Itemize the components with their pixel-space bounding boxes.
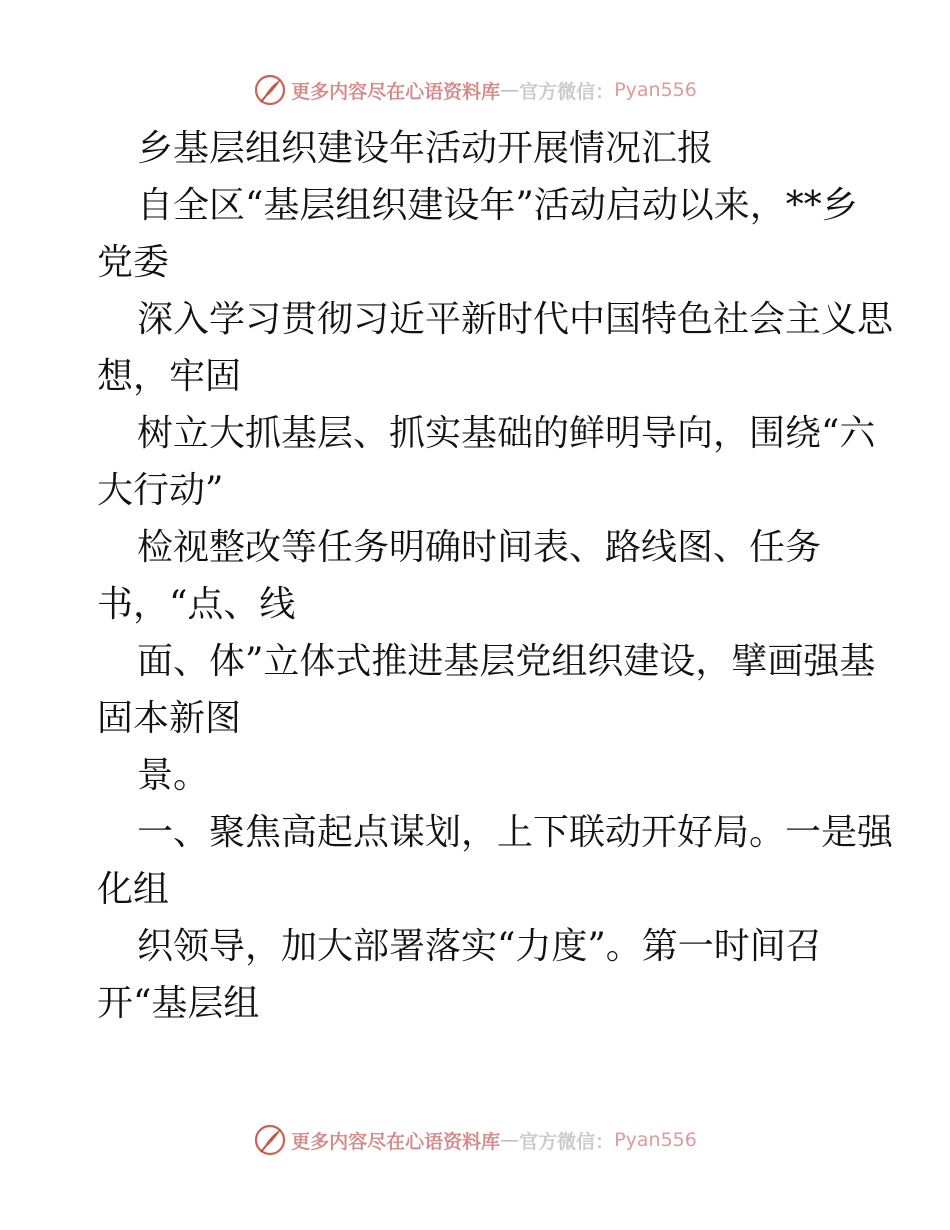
watermark-wechat-id: Pyan556 xyxy=(614,1129,697,1151)
watermark-brand-text: 更多内容尽在心语资料库 xyxy=(291,1130,501,1153)
watermark-brand-text: 更多内容尽在心语资料库 xyxy=(291,80,501,103)
text-line: 想，牢固 xyxy=(97,356,242,397)
watermark-dash: — xyxy=(500,79,520,101)
watermark-label: 官方微信： xyxy=(519,1130,615,1153)
text-line: 树立大抓基层、抓实基础的鲜明导向，围绕“六 xyxy=(137,413,876,454)
watermark-dash: — xyxy=(500,1129,520,1151)
text-line: 党委 xyxy=(97,242,170,283)
quill-logo-icon xyxy=(253,1123,287,1157)
watermark-header xyxy=(0,70,950,110)
text-line: 一、聚焦高起点谋划，上下联动开好局。一是强 xyxy=(137,812,894,853)
text-line: 自全区“基层组织建设年”活动启动以来，**乡 xyxy=(137,185,858,226)
quill-logo-icon xyxy=(253,73,287,107)
text-line: 固本新图 xyxy=(97,698,242,739)
text-line: 深入学习贯彻习近平新时代中国特色社会主义思 xyxy=(137,299,894,340)
text-line: 大行动” xyxy=(97,470,224,511)
text-line: 检视整改等任务明确时间表、路线图、任务 xyxy=(137,527,822,568)
text-line: 书，“点、线 xyxy=(97,584,296,625)
text-line: 织领导，加大部署落实“力度”。第一时间召 xyxy=(137,926,822,967)
watermark-wechat-id: Pyan556 xyxy=(614,79,697,101)
text-line: 化组 xyxy=(97,869,170,910)
watermark-footer xyxy=(0,1120,950,1160)
text-line: 开“基层组 xyxy=(97,983,260,1024)
document-body xyxy=(97,120,894,1032)
text-line: 乡基层组织建设年活动开展情况汇报 xyxy=(137,128,714,169)
watermark-label: 官方微信： xyxy=(519,80,615,103)
text-line: 面、体”立体式推进基层党组织建设，擘画强基 xyxy=(137,641,876,682)
text-line: 景。 xyxy=(137,755,210,796)
